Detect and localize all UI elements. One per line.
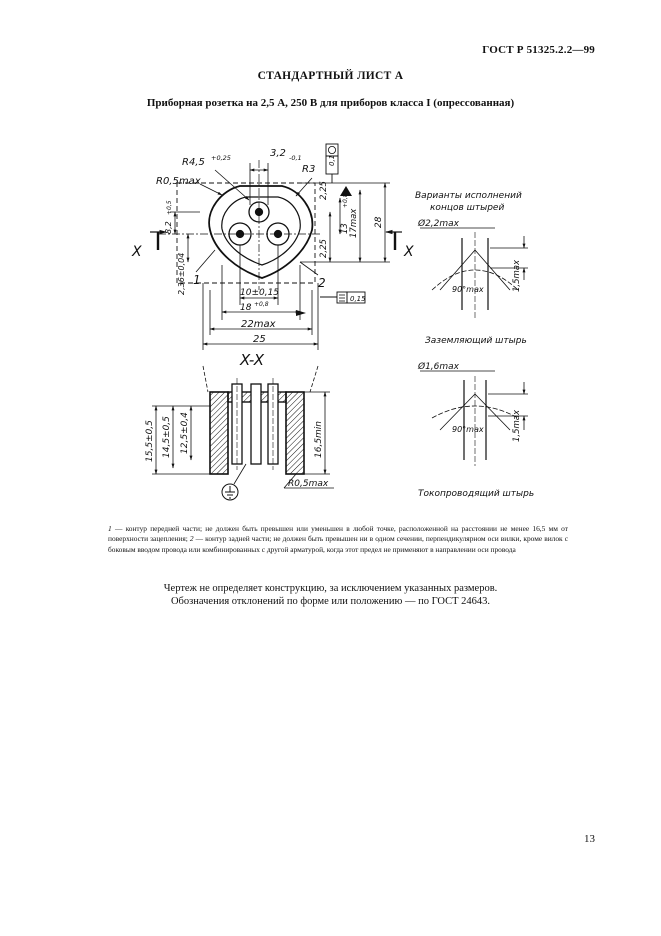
svg-text:Ø2,2max: Ø2,2max xyxy=(418,219,460,229)
outline-limit-rect xyxy=(177,183,315,283)
document-code: ГОСТ Р 51325.2.2—99 xyxy=(482,44,595,56)
label-earth-pin: Заземляющий штырь xyxy=(425,336,527,346)
svg-text:28: 28 xyxy=(374,216,384,228)
sheet-subtitle: Приборная розетка на 2,5 А, 250 В для приборов класса I (опрессованная) xyxy=(146,97,515,109)
svg-text:25: 25 xyxy=(253,334,266,345)
sheet-title: СТАНДАРТНЫЙ ЛИСТ А xyxy=(257,70,404,82)
drawing-notes: 1 — контур передней части; не должен быть превышен или уменьшен в любой точке, расположенной на расстоянии не менее 16,5 мм от поверхности зацепления; 2 — контур задней части; не должен быть превышен ни в одном сечении, перпендикулярном оси вилки, кроме вилок с боковым вводом провода или комбинированных с другой арматурой, когда этот предел не применяют в направлении оси провода xyxy=(108,524,568,554)
dim-r45: R4,5 xyxy=(182,157,205,168)
svg-text:+0,8: +0,8 xyxy=(342,193,349,208)
svg-text:концов штырей: концов штырей xyxy=(430,203,505,213)
remark-construction: Чертеж не определяет конструкцию, за исключением указанных размеров. xyxy=(163,583,498,594)
svg-text:+0,5: +0,5 xyxy=(166,200,173,215)
svg-text:90°max: 90°max xyxy=(452,425,484,434)
page-number: 13 xyxy=(584,833,595,845)
section-title: X-X xyxy=(240,351,265,369)
svg-text:R3: R3 xyxy=(302,164,316,175)
svg-text:16,5min: 16,5min xyxy=(314,420,324,458)
svg-text:0,15: 0,15 xyxy=(350,295,366,303)
svg-text:17max: 17max xyxy=(349,208,359,238)
svg-text:14,5±0,5: 14,5±0,5 xyxy=(162,416,172,458)
svg-text:1: 1 xyxy=(193,273,201,287)
svg-text:15,5±0,5: 15,5±0,5 xyxy=(145,420,155,462)
svg-text:22max: 22max xyxy=(241,319,276,330)
svg-text:Варианты исполнений: Варианты исполнений xyxy=(415,191,522,201)
svg-text:8,2: 8,2 xyxy=(164,221,173,234)
svg-text:1,5max: 1,5max xyxy=(512,409,522,442)
svg-text:12,5±0,4: 12,5±0,4 xyxy=(180,412,190,454)
svg-text:R0,5max: R0,5max xyxy=(156,176,201,187)
dim-3-2: 3,2 xyxy=(270,148,286,159)
section-mark-right: X xyxy=(404,244,414,260)
svg-text:18: 18 xyxy=(240,303,252,313)
svg-text:+0,8: +0,8 xyxy=(254,301,269,308)
section-mark-left: X xyxy=(132,244,142,260)
svg-text:R0,5max: R0,5max xyxy=(288,479,329,489)
svg-text:+0,25: +0,25 xyxy=(211,154,231,162)
svg-text:2: 2 xyxy=(318,276,326,290)
svg-text:Ø1,6max: Ø1,6max xyxy=(418,362,460,372)
svg-text:1,5max: 1,5max xyxy=(512,259,522,292)
label-current-pin: Токопроводящий штырь xyxy=(418,489,535,499)
svg-text:2,25: 2,25 xyxy=(319,239,329,258)
svg-text:0,1: 0,1 xyxy=(328,154,336,166)
remark-standard-reference: Обозначения отклонений по форме или положению — по ГОСТ 24643. xyxy=(170,596,491,607)
svg-text:13: 13 xyxy=(340,223,350,234)
front-view xyxy=(150,144,402,350)
svg-text:90°max: 90°max xyxy=(452,285,484,294)
svg-text:-0,1: -0,1 xyxy=(289,154,302,162)
svg-text:2,36±0,04: 2,36±0,04 xyxy=(177,252,186,295)
variants-block xyxy=(415,191,534,499)
svg-text:10±0,15: 10±0,15 xyxy=(240,288,280,298)
svg-text:2,25: 2,25 xyxy=(319,181,329,200)
